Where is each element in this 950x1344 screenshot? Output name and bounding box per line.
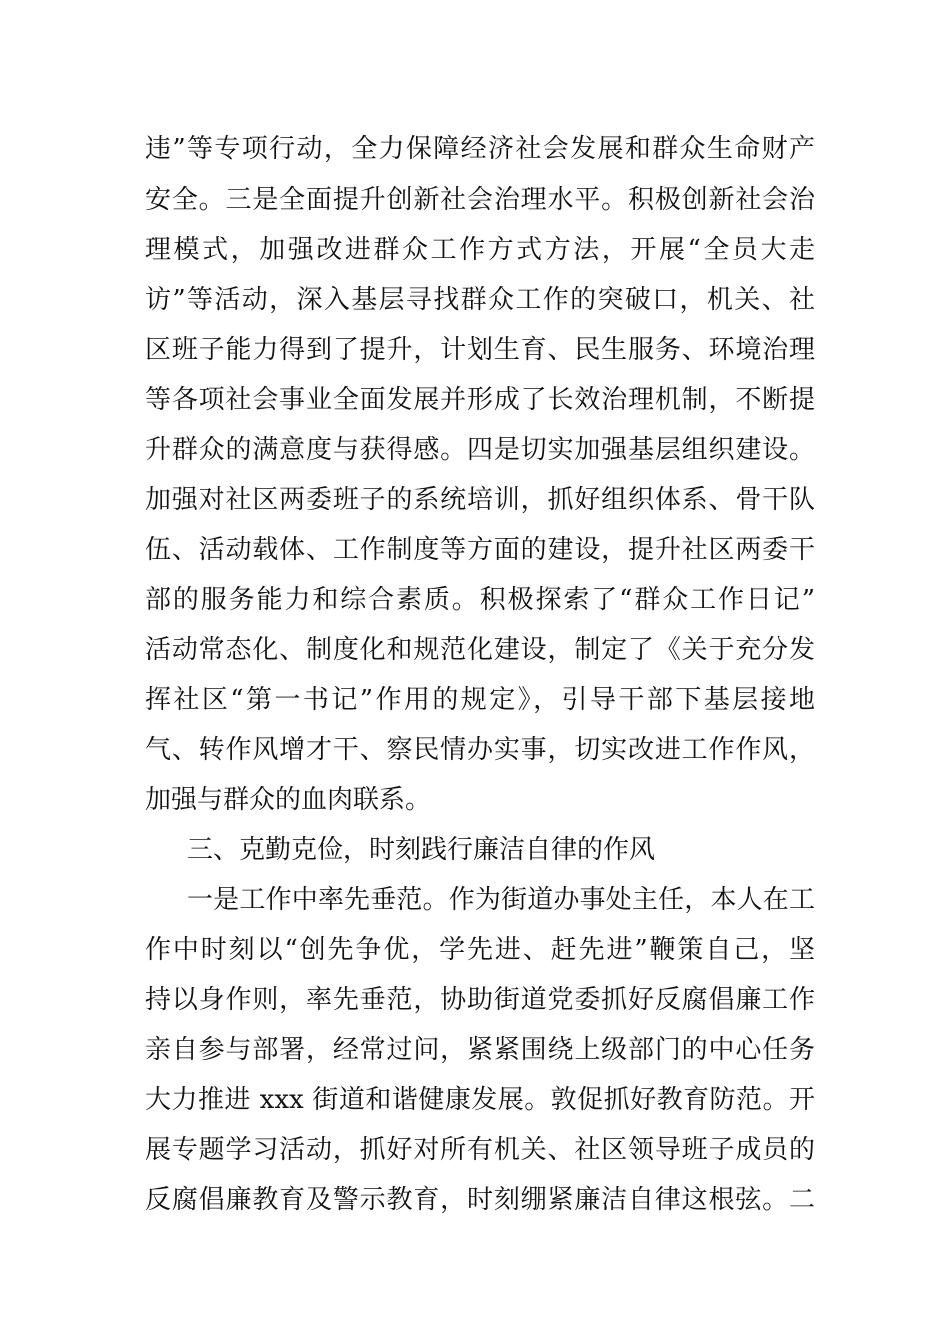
text-line: 挥社区“第一书记”作用的规定》，引导干部下基层接地 — [145, 685, 815, 715]
section-heading: 三、克勤克俭，时刻践行廉洁自律的作风 — [187, 835, 656, 865]
text-line: 伍、活动载体、工作制度等方面的建设，提升社区两委干 — [145, 535, 815, 565]
text-line: 活动常态化、制度化和规范化建设，制定了《关于充分发 — [145, 635, 815, 665]
text-line: 大力推进 xxx 街道和谐健康发展。敦促抓好教育防范。开 — [145, 1085, 815, 1115]
text-line: 等各项社会事业全面发展并形成了长效治理机制，不断提 — [145, 385, 815, 415]
text-line: 区班子能力得到了提升，计划生育、民生服务、环境治理 — [145, 335, 815, 365]
text-line: 违”等专项行动，全力保障经济社会发展和群众生命财产 — [145, 134, 815, 164]
text-line: 理模式，加强改进群众工作方式方法，开展“全员大走 — [145, 235, 815, 265]
text-line: 气、转作风增才干、察民情办实事，切实改进工作作风， — [145, 735, 815, 765]
text-line: 部的服务能力和综合素质。积极探索了“群众工作日记” — [145, 585, 815, 615]
text-line: 一是工作中率先垂范。作为街道办事处主任，本人在工 — [187, 885, 815, 915]
text-line: 升群众的满意度与获得感。四是切实加强基层组织建设。 — [145, 435, 815, 465]
text-line: 亲自参与部署，经常过问，紧紧围绕上级部门的中心任务 — [145, 1035, 815, 1065]
text-line: 展专题学习活动，抓好对所有机关、社区领导班子成员的 — [145, 1135, 815, 1165]
text-line: 持以身作则，率先垂范，协助街道党委抓好反腐倡廉工作 — [145, 985, 815, 1015]
text-line: 加强对社区两委班子的系统培训，抓好组织体系、骨干队 — [145, 485, 815, 515]
text-line: 安全。三是全面提升创新社会治理水平。积极创新社会治 — [145, 185, 815, 215]
text-line: 访”等活动，深入基层寻找群众工作的突破口，机关、社 — [145, 285, 815, 315]
text-line: 反腐倡廉教育及警示教育，时刻绷紧廉洁自律这根弦。二 — [145, 1185, 815, 1215]
text-line: 作中时刻以“创先争优，学先进、赶先进”鞭策自己，坚 — [145, 935, 815, 965]
text-line: 加强与群众的血肉联系。 — [145, 785, 432, 815]
